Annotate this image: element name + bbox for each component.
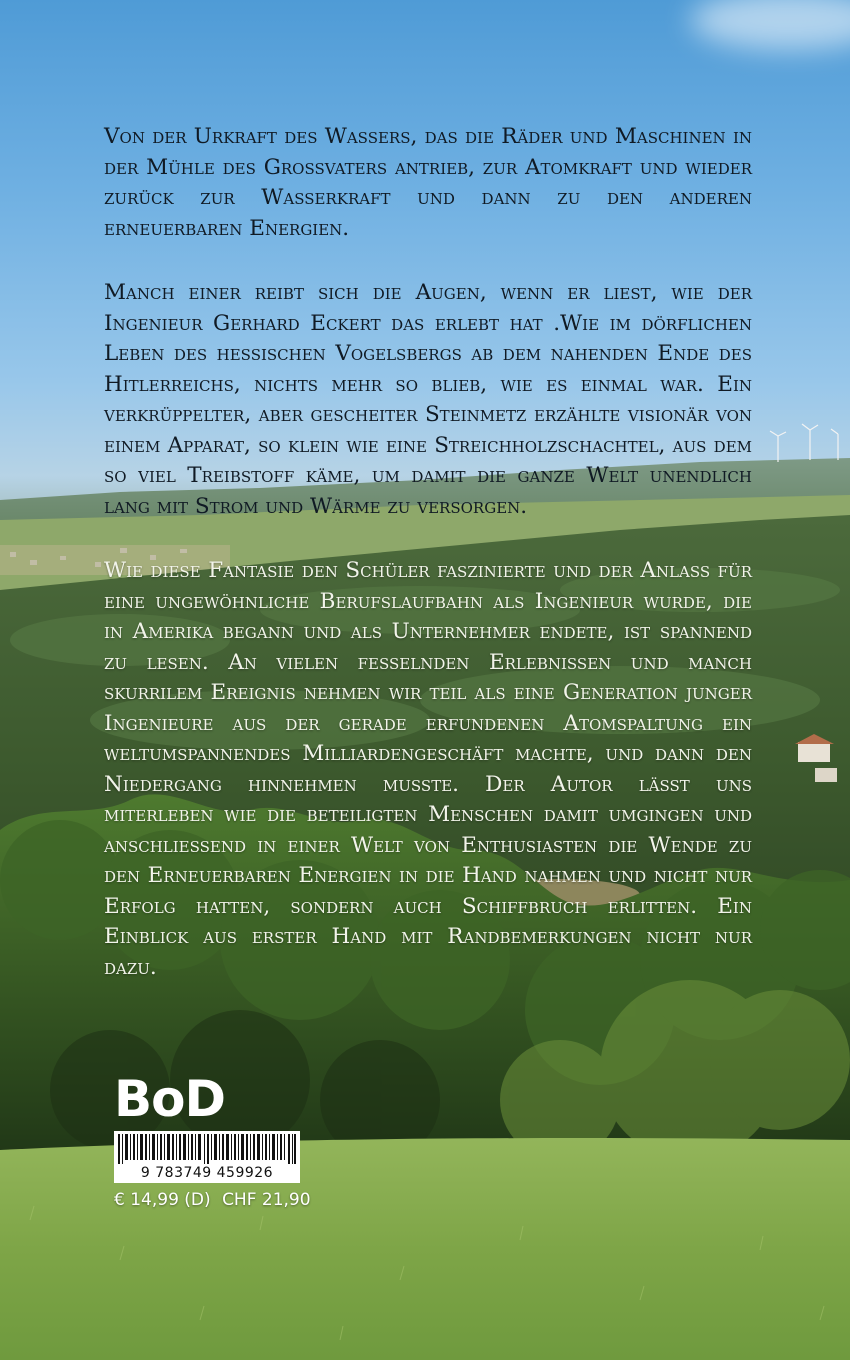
isbn-barcode [114, 1131, 300, 1183]
blurb-paragraph-1: Von der Urkraft des Wassers, das die Räder und Maschinen in der Mühle des Großvaters antrieb, zur Atomkraft und wieder zurück zur Wasserkraft und dann zu den anderen erneuerbaren Energien. [104, 124, 752, 241]
blurb-paragraph-3: Wie diese Fantasie den Schüler faszinierte und der Anlass für eine ungewöhnliche Berufslaufbahn als Ingenieur wurde, die in Amerika begann und als Unternehmer endete, ist spannend zu lesen. An vielen fesselnden Erlebnissen und manch skurrilem Ereignis nehmen wir teil als eine Generation junger Ingenieure aus der gerade erfundenen Atomspaltung ein weltumspannendes Milliardengeschäft machte, und dann den Niedergang hinnehmen musste. Der Autor lässt uns miterleben wie die beteiligten Menschen damit umgingen und anschließend in einer Welt von Enthusiasten die Wende zu den Erneuerbaren Energien in die Hand nahmen und nicht nur Erfolg hatten, sondern auch Schiffbruch erlitten. Ein Einblick aus erster Hand mit Randbemerkungen nicht nur dazu. [104, 558, 752, 980]
blurb-paragraph-2: Manch einer reibt sich die Augen, wenn er liest, wie der Ingenieur Gerhard Eckert das erlebt hat .Wie im dörflichen Leben des hessischen Vogelsbergs ab dem nahenden Ende des Hitlerreichs, nichts mehr so blieb, wie es einmal war. Ein verkrüppelter, aber gescheiter Steinmetz erzählte visionär von einem Apparat, so klein wie eine Streichholzschachtel, aus dem so viel Treibstoff käme, um damit die ganze Welt unendlich lang mit Strom und Wärme zu versorgen. [104, 280, 752, 519]
price-line [114, 1190, 317, 1210]
barcode-bars [118, 1134, 296, 1164]
price-chf: CHF 21,90 [222, 1190, 311, 1210]
blurb [104, 122, 752, 1017]
price-eur: € 14,99 (D) [114, 1190, 211, 1210]
publisher-logo: BoD [114, 1070, 225, 1128]
isbn-number: 9 783749 459926 [140, 1165, 274, 1181]
